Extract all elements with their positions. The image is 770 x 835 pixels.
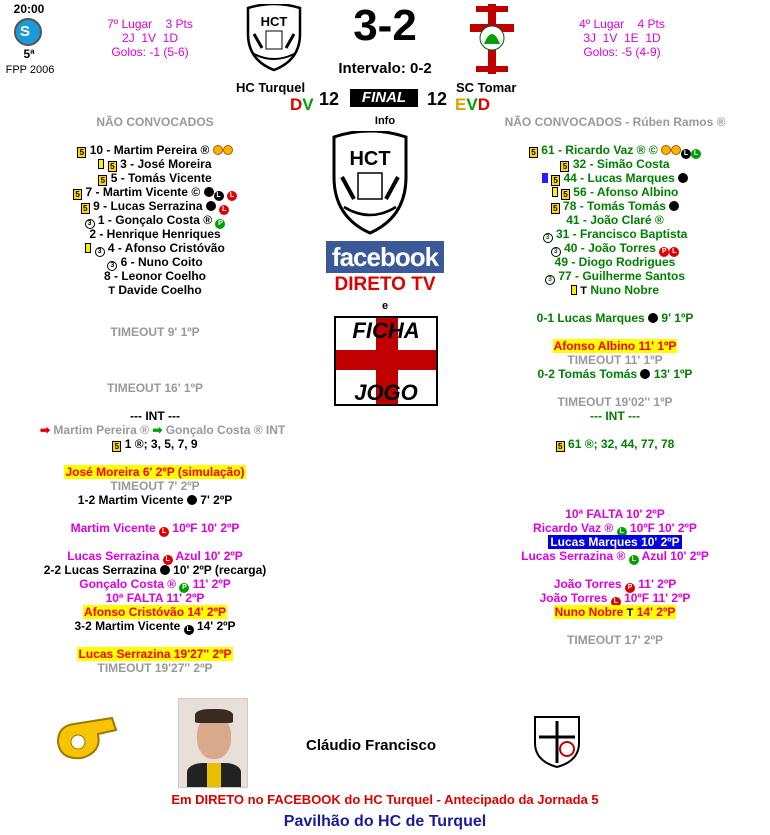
- form-e: E: [455, 95, 467, 114]
- list-item: T Davide Coelho: [108, 283, 202, 297]
- event: Gonçalo Costa ® P 11' 2ºP: [79, 577, 231, 591]
- home-record: 2J 1V 1D: [121, 31, 179, 45]
- interval-marker: --- INT ---: [130, 409, 180, 423]
- goal-event: 3-2 Martim Vicente L 14' 2ºP: [74, 619, 236, 633]
- list-item: 5 5 - Tomás Vicente: [40, 171, 270, 185]
- home-fouls: 12: [319, 89, 340, 109]
- away-not-called: NÃO CONVOCADOS - Rúben Ramos ®: [504, 115, 726, 129]
- svg-text:HCT: HCT: [349, 148, 391, 170]
- list-item: 5 10 - Martim Pereira ®: [40, 143, 270, 157]
- league-icon: S: [14, 18, 42, 46]
- list-item: 3 31 - Francisco Baptista: [495, 227, 735, 241]
- five-lineup: 5 1 ®; 3, 5, 7, 9: [40, 437, 270, 451]
- event: TIMEOUT 11' 1ºP: [567, 353, 663, 367]
- season-label: FPP 2006: [5, 64, 55, 76]
- list-item: 41 - João Claré ®: [566, 213, 664, 227]
- away-stats: [552, 17, 692, 59]
- event-timeout: TIMEOUT 9' 1ºP: [110, 325, 200, 339]
- list-item: 3 4 - Afonso Cristóvão: [40, 241, 270, 255]
- away-record: 3J 1V 1E 1D: [583, 31, 661, 45]
- home-standing: 7º Lugar 3 Pts: [107, 17, 193, 31]
- away-standing: 4º Lugar 4 Pts: [579, 17, 665, 31]
- form-d: D: [477, 95, 490, 114]
- direto-tv-label: DIRETO TV: [334, 274, 436, 295]
- event: José Moreira 6' 2ºP (simulação): [65, 465, 245, 479]
- ficha-label: FICHA: [352, 318, 420, 343]
- referee-association-icon: [527, 709, 587, 769]
- ficha-jogo-button[interactable]: [334, 316, 438, 406]
- referee-name: Cláudio Francisco: [306, 737, 437, 754]
- list-item: 5 61 - Ricardo Vaz ® © L L: [495, 143, 735, 157]
- event: Lucas Serrazina ® L Azul 10' 2ºP: [521, 549, 709, 563]
- event: 10ª FALTA 10' 2ºP: [565, 507, 665, 521]
- svg-text:HCT: HCT: [260, 14, 288, 29]
- list-item: 8 - Leonor Coelho: [104, 269, 206, 283]
- home-goals: Golos: -1 (5-6): [111, 45, 189, 59]
- event-timeout: TIMEOUT 19'02'' 1ºP: [557, 395, 673, 409]
- home-crest-icon: [244, 4, 304, 72]
- home-team-name: HC Turquel: [236, 80, 306, 95]
- goal-event: 0-2 Tomás Tomás 13' 1ºP: [537, 367, 693, 381]
- away-team-name: SC Tomar: [456, 80, 517, 95]
- venue-label: Pavilhão do HC de Turquel: [283, 813, 487, 830]
- event: João Torres P 11' 2ºP: [553, 577, 677, 591]
- halftime-score: Intervalo: 0-2: [338, 60, 432, 77]
- goal-event: 0-1 Lucas Marques 9' 1ºP: [536, 311, 694, 325]
- five-lineup: 5 61 ®; 32, 44, 77, 78: [495, 437, 735, 451]
- event: Nuno Nobre T 14' 2ºP: [554, 605, 676, 619]
- home-form: [290, 95, 314, 115]
- info-link[interactable]: Info: [374, 115, 396, 127]
- list-item: 5 7 - Martim Vicente © L L: [40, 185, 270, 199]
- event: Lucas Serrazina L Azul 10' 2ºP: [67, 549, 243, 563]
- list-item: 3 6 - Nuno Coito: [40, 255, 270, 269]
- event: João Torres L 10ºF 11' 2ºP: [539, 591, 691, 605]
- home-stats: [80, 17, 220, 59]
- status-badge: FINAL: [350, 89, 418, 107]
- event-timeout: TIMEOUT 17' 2ºP: [567, 633, 663, 647]
- conjunction-text: e: [381, 300, 389, 312]
- interval-marker: --- INT ---: [590, 409, 640, 423]
- event-timeout: TIMEOUT 16' 1ºP: [107, 381, 203, 395]
- list-item: 3 40 - João Torres P L: [495, 241, 735, 255]
- event: Afonso Cristóvão 14' 2ºP: [84, 605, 226, 619]
- event: TIMEOUT 7' 2ºP: [110, 479, 200, 493]
- referee-photo: [178, 698, 248, 788]
- goal-event: 1-2 Martim Vicente 7' 2ºP: [77, 493, 233, 507]
- match-time: 20:00: [13, 2, 45, 16]
- list-item: 2 - Henrique Henriques: [89, 227, 221, 241]
- form-v: V: [302, 95, 314, 114]
- substitution: ➡ Martim Pereira ® ➡ Gonçalo Costa ® INT: [40, 423, 286, 437]
- away-goals: Golos: -5 (4-9): [583, 45, 661, 59]
- list-item: 5 56 - Afonso Albino: [495, 185, 735, 199]
- list-item: 49 - Diogo Rodrigues: [554, 255, 676, 269]
- jogo-label: JOGO: [354, 380, 418, 405]
- event: Lucas Serrazina 19'27'' 2ºP: [78, 647, 232, 661]
- event: Afonso Albino 11' 1ºP: [553, 339, 677, 353]
- event: Ricardo Vaz ® L 10ºF 10' 2ºP: [533, 521, 697, 535]
- goal-event: 2-2 Lucas Serrazina 10' 2ºP (recarga): [43, 563, 267, 577]
- event: 10ª FALTA 11' 2ºP: [105, 591, 205, 605]
- list-item: 3 77 - Guilherme Santos: [495, 269, 735, 283]
- list-item: 5 78 - Tomás Tomás: [495, 199, 735, 213]
- round-rank: 5ª: [23, 47, 35, 61]
- away-column: [495, 115, 735, 647]
- list-item: 5 32 - Simão Costa: [495, 157, 735, 171]
- list-item: 5 44 - Lucas Marques: [495, 171, 735, 185]
- away-crest-icon: [470, 4, 514, 74]
- list-item: T Nuno Nobre: [495, 283, 735, 297]
- score: 3-2: [353, 1, 417, 50]
- facebook-button[interactable]: facebook: [326, 241, 444, 273]
- list-item: 5 3 - José Moreira: [40, 157, 270, 171]
- event: TIMEOUT 19'27'' 2ºP: [97, 661, 213, 675]
- broadcast-note: Em DIRETO no FACEBOOK do HC Turquel - Antecipado da Jornada 5: [171, 792, 599, 807]
- away-fouls: 12: [427, 89, 448, 109]
- hct-logo-icon: [330, 131, 410, 235]
- list-item: 5 9 - Lucas Serrazina L: [40, 199, 270, 213]
- event: Lucas Marques 10' 2ºP: [550, 535, 680, 549]
- whistle-icon: [52, 712, 122, 768]
- list-item: 3 1 - Gonçalo Costa ® P: [40, 213, 270, 227]
- away-form: [455, 95, 490, 115]
- home-column: [40, 115, 286, 675]
- home-not-called: NÃO CONVOCADOS: [96, 115, 214, 129]
- form-d: D: [290, 95, 303, 114]
- event: Martim Vicente L 10ºF 10' 2ºP: [70, 521, 240, 535]
- form-v: V: [466, 95, 478, 114]
